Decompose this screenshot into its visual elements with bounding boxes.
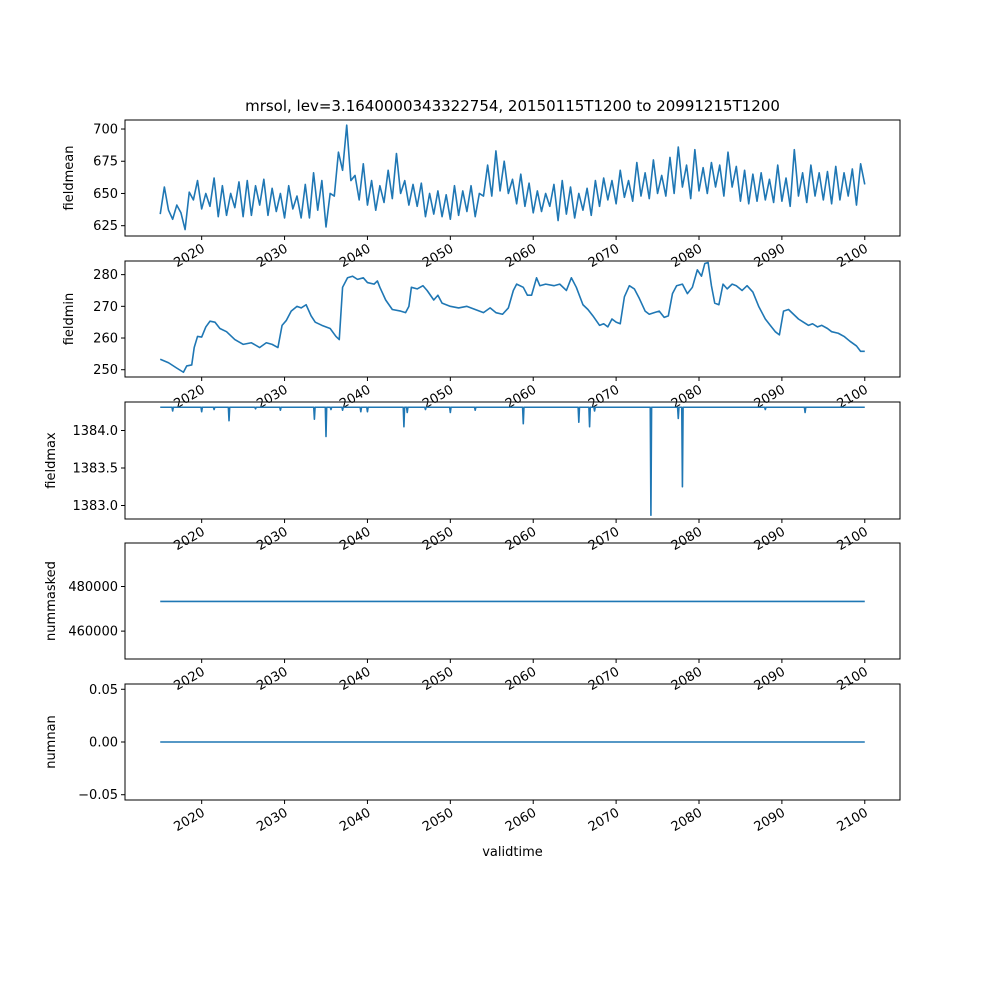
y-tick-label: 280 (93, 268, 118, 284)
x-tick-label: 2030 (254, 524, 291, 555)
x-tick-label: 2070 (585, 805, 623, 836)
x-tick-label: 2050 (420, 524, 457, 555)
x-tick-label: 2090 (751, 805, 788, 836)
y-tick-label: 480000 (68, 580, 118, 595)
x-tick-label: 2070 (585, 241, 623, 272)
x-tick-label: 2020 (171, 382, 208, 413)
x-tick-label: 2020 (171, 241, 208, 272)
x-tick-label: 2090 (751, 382, 788, 413)
x-tick-label: 2080 (668, 241, 705, 272)
x-tick-label: 2060 (503, 805, 540, 836)
y-tick-label: 0.05 (89, 682, 118, 698)
x-tick-label: 2100 (834, 241, 871, 272)
x-tick-label: 2100 (834, 805, 871, 836)
x-tick-label: 2090 (751, 524, 788, 555)
x-tick-label: 2040 (337, 382, 374, 413)
x-axis-label: validtime (482, 845, 543, 860)
x-tick-label: 2040 (337, 241, 374, 272)
x-tick-label: 2080 (668, 382, 705, 413)
x-tick-label: 2060 (503, 664, 540, 695)
y-tick-label: 0.00 (89, 735, 118, 751)
x-tick-label: 2050 (420, 241, 457, 272)
y-axis-label: fieldmean (62, 145, 77, 211)
x-tick-label: 2090 (751, 241, 788, 272)
x-tick-label: 2060 (503, 382, 540, 413)
y-axis-label: numnan (44, 715, 59, 769)
y-tick-label: 700 (93, 122, 118, 138)
x-tick-label: 2050 (420, 664, 457, 695)
x-tick-label: 2060 (503, 524, 540, 555)
x-tick-label: 2040 (337, 524, 374, 555)
x-tick-label: 2030 (254, 382, 291, 413)
x-tick-label: 2020 (171, 664, 208, 695)
x-tick-label: 2090 (751, 664, 788, 695)
x-tick-label: 2070 (585, 524, 623, 555)
x-tick-label: 2100 (834, 382, 871, 413)
y-tick-label: 1384.0 (72, 424, 118, 439)
x-tick-label: 2030 (254, 241, 291, 272)
y-tick-label: 625 (93, 219, 118, 235)
x-tick-label: 2050 (420, 805, 457, 836)
x-tick-label: 2080 (668, 664, 705, 695)
x-tick-label: 2040 (337, 664, 374, 695)
x-tick-label: 2070 (585, 664, 623, 695)
y-tick-label: 675 (93, 154, 118, 170)
y-tick-label: 260 (93, 331, 118, 347)
y-tick-label: 270 (93, 299, 118, 315)
y-tick-label: 1383.0 (72, 499, 118, 514)
y-tick-label: 460000 (68, 624, 118, 640)
y-axis-label: nummasked (44, 561, 59, 641)
x-tick-label: 2040 (337, 805, 374, 836)
x-tick-label: 2020 (171, 524, 208, 555)
x-tick-label: 2060 (503, 241, 540, 272)
x-tick-label: 2070 (585, 382, 623, 413)
x-tick-label: 2080 (668, 805, 705, 836)
y-tick-label: 1383.5 (72, 461, 118, 477)
x-tick-label: 2080 (668, 524, 705, 555)
y-tick-label: 250 (93, 363, 118, 379)
y-axis-label: fieldmin (62, 292, 77, 346)
x-tick-label: 2050 (420, 382, 457, 413)
y-axis-label: fieldmax (44, 432, 59, 489)
x-tick-label: 2100 (834, 524, 871, 555)
chart-title: mrsol, lev=3.1640000343322754, 20150115T1200 to 20991215T1200 (245, 97, 780, 115)
x-tick-label: 2020 (171, 805, 208, 836)
x-tick-label: 2030 (254, 664, 291, 695)
y-tick-label: −0.05 (78, 788, 118, 804)
x-tick-label: 2030 (254, 805, 291, 836)
y-tick-label: 650 (93, 186, 118, 202)
x-tick-label: 2100 (834, 664, 871, 695)
